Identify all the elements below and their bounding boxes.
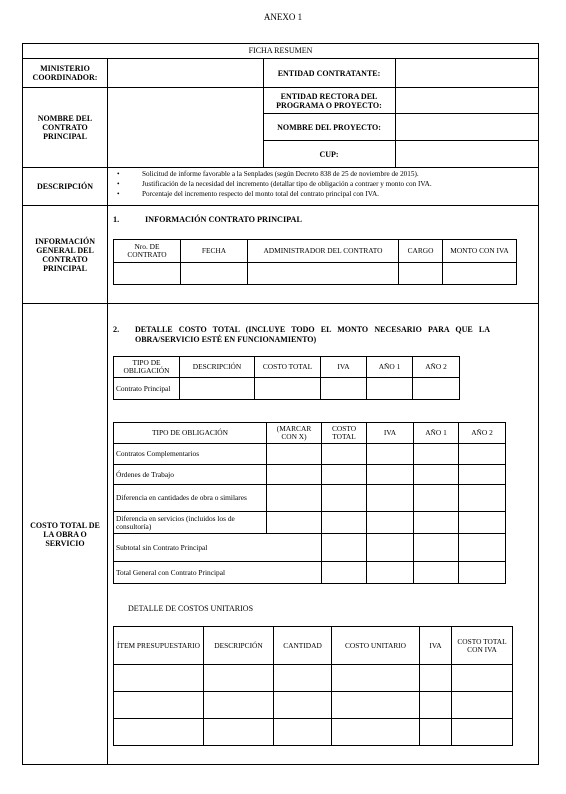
obligaciones-table xyxy=(113,422,506,584)
row-label: Diferencia en cantidades de obra o similares xyxy=(114,485,267,512)
table-cell[interactable] xyxy=(322,465,367,485)
section-title: INFORMACIÓN CONTRATO PRINCIPAL xyxy=(145,215,302,224)
table-cell[interactable] xyxy=(459,534,506,562)
column-header: CARGO xyxy=(399,240,443,263)
column-header: IVA xyxy=(321,357,367,378)
table-row xyxy=(114,534,506,562)
table-cell[interactable] xyxy=(367,465,414,485)
entidad-contratante-label: ENTIDAD CONTRATANTE: xyxy=(277,68,381,78)
row-label: Diferencia en servicios (incluidos los de consultoría) xyxy=(114,512,267,534)
list-item: • Porcentaje del incremento respecto del monto total del contrato principal con IVA. xyxy=(114,189,432,199)
table-cell[interactable] xyxy=(367,534,414,562)
table-cell[interactable] xyxy=(459,562,506,584)
table-cell[interactable] xyxy=(322,485,367,512)
table-cell[interactable] xyxy=(367,378,413,400)
table-cell[interactable] xyxy=(248,263,399,285)
table-cell[interactable] xyxy=(181,263,248,285)
section-title: DETALLE COSTO TOTAL (INCLUYE TODO EL MONTO NECESARIO PARA QUE LA OBRA/SERVICIO ESTÉ EN FUNCIONAMIENTO) xyxy=(135,325,490,344)
table-cell[interactable] xyxy=(274,692,332,719)
table-cell[interactable] xyxy=(399,263,443,285)
table-cell[interactable] xyxy=(459,465,506,485)
table-cell[interactable] xyxy=(443,263,517,285)
table-cell[interactable] xyxy=(332,719,420,746)
table-cell[interactable] xyxy=(322,534,367,562)
table-cell[interactable] xyxy=(452,665,513,692)
column-header: MONTO CON IVA xyxy=(443,240,517,263)
table-cell[interactable] xyxy=(332,665,420,692)
table-cell[interactable] xyxy=(459,485,506,512)
nombre-contrato-label: NOMBRE DEL CONTRATO PRINCIPAL xyxy=(37,114,93,141)
column-header: TIPO DE OBLIGACIÓN xyxy=(114,357,180,378)
table-cell[interactable] xyxy=(459,444,506,465)
table-cell[interactable] xyxy=(459,512,506,534)
page-title: ANEXO 1 xyxy=(263,12,303,22)
table-cell[interactable] xyxy=(322,444,367,465)
table-cell[interactable] xyxy=(274,665,332,692)
table-cell[interactable] xyxy=(420,719,452,746)
table-cell[interactable] xyxy=(367,485,414,512)
ministerio-label: MINISTERIO COORDINADOR: xyxy=(32,64,98,82)
row-label: Órdenes de Trabajo xyxy=(114,465,267,485)
table-row xyxy=(114,485,506,512)
list-item: • Justificación de la necesidad del incremento (detallar tipo de obligación a contraer y monto con IVA. xyxy=(114,179,432,189)
section-number: 1. xyxy=(113,215,120,224)
table-cell[interactable] xyxy=(420,665,452,692)
table-cell[interactable] xyxy=(204,719,274,746)
descripcion-list xyxy=(114,169,432,199)
principal-table xyxy=(113,356,460,400)
table-cell[interactable] xyxy=(420,692,452,719)
table-cell[interactable] xyxy=(114,665,204,692)
column-header: COSTO TOTAL xyxy=(255,357,321,378)
table-row xyxy=(114,512,506,534)
column-header: DESCRIPCIÓN xyxy=(180,357,255,378)
table-cell[interactable] xyxy=(322,562,367,584)
costo-total-label: COSTO TOTAL DE LA OBRA O SERVICIO xyxy=(30,521,100,548)
table-cell[interactable] xyxy=(114,263,181,285)
row-label: Subtotal sin Contrato Principal xyxy=(114,534,322,562)
table-cell[interactable] xyxy=(255,378,321,400)
column-header: (MARCAR CON X) xyxy=(267,423,322,444)
table-cell[interactable] xyxy=(332,692,420,719)
table-cell[interactable] xyxy=(204,665,274,692)
table-cell[interactable] xyxy=(452,692,513,719)
table-cell[interactable] xyxy=(414,512,459,534)
ficha-title: FICHA RESUMEN xyxy=(248,46,313,55)
column-header: AÑO 1 xyxy=(367,357,413,378)
entidad-rectora-field[interactable] xyxy=(396,88,538,113)
info-contrato-table xyxy=(113,239,517,285)
column-header: COSTO TOTAL xyxy=(322,423,367,444)
table-cell[interactable] xyxy=(204,692,274,719)
nombre-proyecto-field[interactable] xyxy=(396,114,538,140)
table-cell[interactable] xyxy=(267,485,322,512)
table-cell[interactable] xyxy=(367,512,414,534)
table-row xyxy=(114,719,513,746)
column-header: IVA xyxy=(420,627,452,665)
table-cell[interactable] xyxy=(414,562,459,584)
table-cell[interactable] xyxy=(414,485,459,512)
table-cell[interactable] xyxy=(367,444,414,465)
nombre-proyecto-label: NOMBRE DEL PROYECTO: xyxy=(277,122,381,132)
column-header: TIPO DE OBLIGACIÓN xyxy=(114,423,267,444)
ministerio-field[interactable] xyxy=(108,59,262,86)
row-label: Contrato Principal xyxy=(114,378,180,400)
table-row xyxy=(114,465,506,485)
table-cell[interactable] xyxy=(114,719,204,746)
table-cell[interactable] xyxy=(267,465,322,485)
list-item: • Solicitud de informe favorable a la Senplades (según Decreto 838 de 25 de noviembre de 2015). xyxy=(114,169,432,179)
column-header: ÍTEM PRESUPUESTARIO xyxy=(114,627,204,665)
table-cell[interactable] xyxy=(452,719,513,746)
column-header: DESCRIPCIÓN xyxy=(204,627,274,665)
cup-label: CUP: xyxy=(319,149,339,159)
entidad-rectora-label: ENTIDAD RECTORA DEL PROGRAMA O PROYECTO: xyxy=(276,91,382,110)
table-cell[interactable] xyxy=(322,512,367,534)
table-cell[interactable] xyxy=(321,378,367,400)
table-row xyxy=(114,665,513,692)
entidad-contratante-field[interactable] xyxy=(396,59,538,86)
table-row xyxy=(114,692,513,719)
table-cell[interactable] xyxy=(267,444,322,465)
table-cell[interactable] xyxy=(367,562,414,584)
column-header: CANTIDAD xyxy=(274,627,332,665)
table-cell[interactable] xyxy=(180,378,255,400)
table-cell[interactable] xyxy=(414,534,459,562)
table-cell[interactable] xyxy=(114,692,204,719)
unitarios-title: DETALLE DE COSTOS UNITARIOS xyxy=(128,604,254,613)
column-header: AÑO 1 xyxy=(414,423,459,444)
section-number: 2. xyxy=(113,325,120,334)
row-label: Contratos Complementarios xyxy=(114,444,267,465)
table-cell[interactable] xyxy=(267,512,322,534)
info-general-label: INFORMACIÓN GENERAL DEL CONTRATO PRINCIPAL xyxy=(35,236,95,273)
column-header: Nro. DE CONTRATO xyxy=(114,240,181,263)
cup-field[interactable] xyxy=(396,141,538,167)
row-label: Total General con Contrato Principal xyxy=(114,562,322,584)
descripcion-label: DESCRIPCIÓN xyxy=(36,182,93,191)
nombre-contrato-field[interactable] xyxy=(108,88,262,166)
column-header: COSTO UNITARIO xyxy=(332,627,420,665)
table-cell[interactable] xyxy=(413,378,460,400)
table-cell[interactable] xyxy=(414,465,459,485)
column-header: ADMINISTRADOR DEL CONTRATO xyxy=(248,240,399,263)
column-header: FECHA xyxy=(181,240,248,263)
table-cell[interactable] xyxy=(414,444,459,465)
column-header: AÑO 2 xyxy=(459,423,506,444)
table-cell[interactable] xyxy=(274,719,332,746)
table-row xyxy=(114,562,506,584)
unitarios-table xyxy=(113,626,513,746)
column-header: COSTO TOTAL CON IVA xyxy=(452,627,513,665)
table-row xyxy=(114,444,506,465)
column-header: AÑO 2 xyxy=(413,357,460,378)
column-header: IVA xyxy=(367,423,414,444)
